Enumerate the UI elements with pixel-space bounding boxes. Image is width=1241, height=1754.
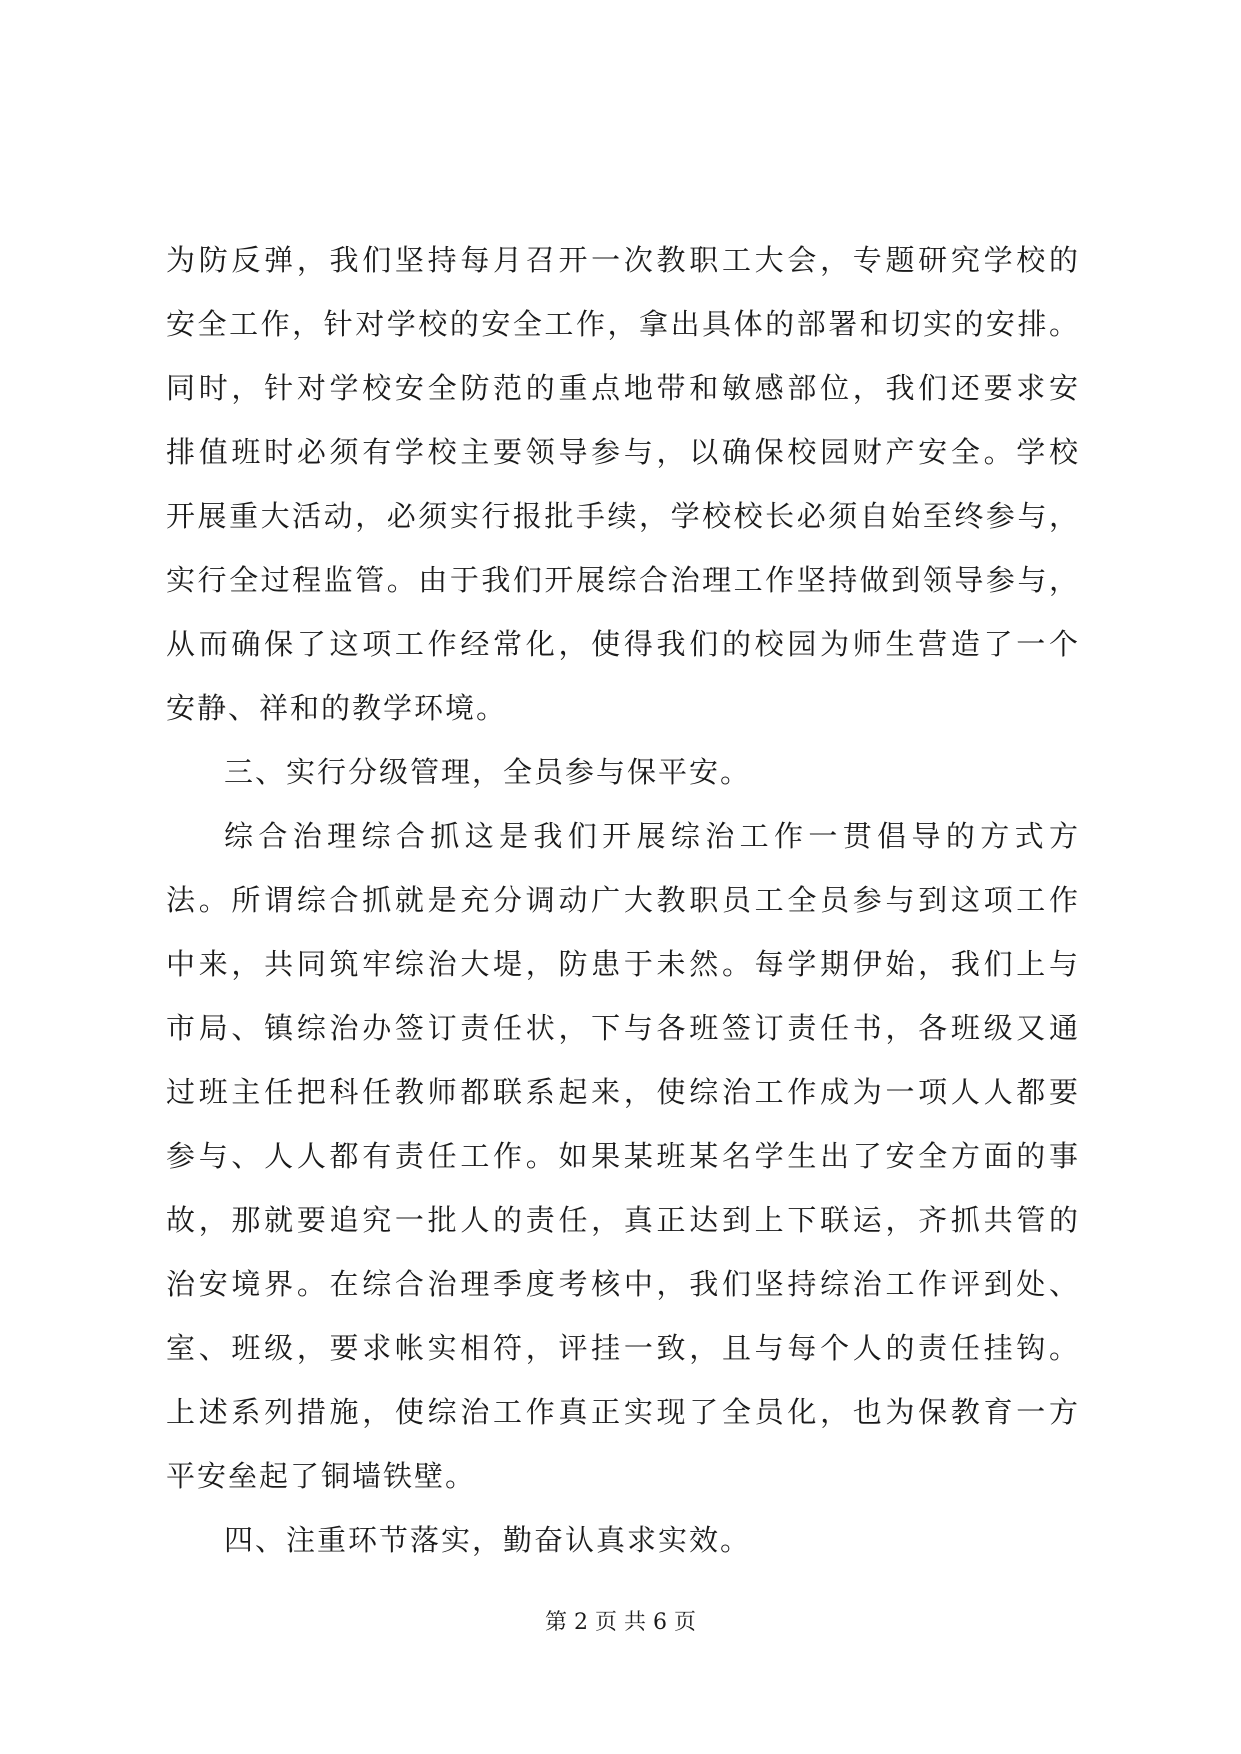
page-footer: 第 2 页 共 6 页: [545, 1610, 696, 1635]
text-line: 开展重大活动，必须实行报批手续，学校校长必须自始至终参与，: [166, 499, 1078, 533]
text-line: 法。所谓综合抓就是充分调动广大教职员工全员参与到这项工作: [166, 883, 1078, 917]
text-line: 排值班时必须有学校主要领导参与，以确保校园财产安全。学校: [166, 435, 1078, 469]
text-line: 为防反弹，我们坚持每月召开一次教职工大会，专题研究学校的: [166, 243, 1078, 277]
section-heading: 四、注重环节落实，勤奋认真求实效。: [224, 1523, 752, 1557]
text-line: 室、班级，要求帐实相符，评挂一致，且与每个人的责任挂钩。: [166, 1331, 1078, 1365]
text-line: 过班主任把科任教师都联系起来，使综治工作成为一项人人都要: [166, 1075, 1078, 1109]
text-line: 同时，针对学校安全防范的重点地带和敏感部位，我们还要求安: [166, 371, 1078, 405]
text-line: 实行全过程监管。由于我们开展综合治理工作坚持做到领导参与，: [166, 563, 1078, 597]
text-line: 上述系列措施，使综治工作真正实现了全员化，也为保教育一方: [166, 1395, 1078, 1429]
body-text: [166, 228, 1078, 1572]
text-line: 综合治理综合抓这是我们开展综治工作一贯倡导的方式方: [224, 819, 1078, 853]
text-line: 参与、人人都有责任工作。如果某班某名学生出了安全方面的事: [166, 1139, 1078, 1173]
text-line: 治安境界。在综合治理季度考核中，我们坚持综治工作评到处、: [166, 1267, 1078, 1301]
text-line: 市局、镇综治办签订责任状，下与各班签订责任书，各班级又通: [166, 1011, 1078, 1045]
text-line: 平安垒起了铜墙铁壁。: [166, 1459, 477, 1493]
text-line: 中来，共同筑牢综治大堤，防患于未然。每学期伊始，我们上与: [166, 947, 1078, 981]
section-heading: 三、实行分级管理，全员参与保平安。: [224, 755, 752, 789]
text-line: 从而确保了这项工作经常化，使得我们的校园为师生营造了一个: [166, 627, 1078, 661]
text-line: 安全工作，针对学校的安全工作，拿出具体的部署和切实的安排。: [166, 307, 1078, 341]
text-line: 安静、祥和的教学环境。: [166, 691, 508, 725]
text-line: 故，那就要追究一批人的责任，真正达到上下联运，齐抓共管的: [166, 1203, 1078, 1237]
